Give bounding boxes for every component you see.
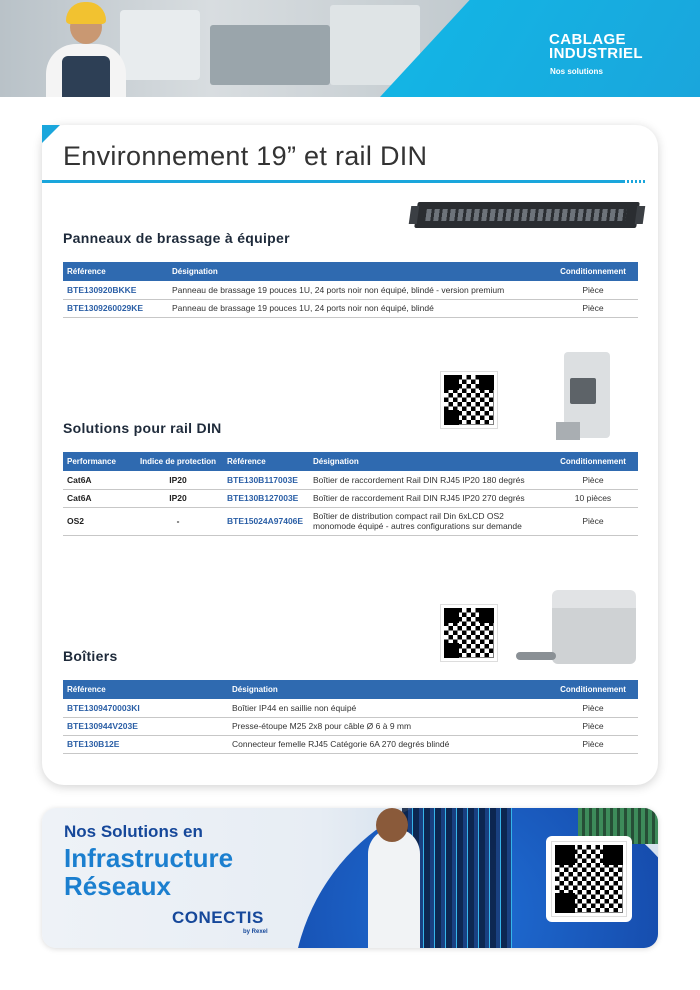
din-clip xyxy=(556,422,580,440)
packaging-cell: Pièce xyxy=(548,281,638,299)
technician-head xyxy=(376,808,408,842)
reference-cell: BTE130B117003E xyxy=(223,471,309,489)
header-accent-shape xyxy=(380,0,700,97)
protection-cell: IP20 xyxy=(133,471,223,489)
designation-cell: Presse-étoupe M25 2x8 pour câble Ø 6 à 9 mm xyxy=(228,717,548,735)
designation-cell: Connecteur femelle RJ45 Catégorie 6A 270 degrés blindé xyxy=(228,735,548,753)
din-module-image xyxy=(556,352,616,440)
table-row xyxy=(63,299,638,317)
banner-line3: Réseaux xyxy=(64,871,171,901)
column-header: Conditionnement xyxy=(548,262,638,281)
reference-cell: BTE130920BKKE xyxy=(63,281,168,299)
header-tagline: Nos solutions xyxy=(550,67,603,76)
table-header-row xyxy=(63,680,638,699)
machine-image xyxy=(120,10,200,80)
title-divider xyxy=(42,180,625,183)
performance-cell: Cat6A xyxy=(63,471,133,489)
packaging-cell: Pièce xyxy=(548,735,638,753)
designation-cell: Panneau de brassage 19 pouces 1U, 24 ports noir non équipé, blindé xyxy=(168,299,548,317)
banner-line2: Infrastructure xyxy=(64,843,234,873)
reference-cell: BTE130B127003E xyxy=(223,489,309,507)
boxes-table xyxy=(63,680,638,754)
machine-image xyxy=(210,25,330,85)
patch-panel-image xyxy=(414,202,640,228)
technician-image xyxy=(368,828,420,948)
column-header: Conditionnement xyxy=(548,452,638,471)
column-header: Référence xyxy=(63,262,168,281)
header-title-line1: CABLAGE xyxy=(549,31,626,48)
reference-cell: BTE1309260029KE xyxy=(63,299,168,317)
column-header: Désignation xyxy=(168,262,548,281)
enclosure-front xyxy=(552,608,636,664)
table-row xyxy=(63,735,638,753)
reference-cell: BTE130944V203E xyxy=(63,717,228,735)
designation-cell: Boîtier de raccordement Rail DIN RJ45 IP20 180 degrés xyxy=(309,471,548,489)
page-title: Environnement 19” et rail DIN xyxy=(63,141,428,171)
packaging-cell: Pièce xyxy=(548,699,638,717)
table-header-row xyxy=(63,262,638,281)
designation-cell: Boîtier de distribution compact rail Din 6xLCD OS2 monomode équipé - autres configurations sur demande xyxy=(309,507,548,535)
worker-overalls xyxy=(62,56,110,97)
table-row xyxy=(63,471,638,489)
designation-cell: Panneau de brassage 19 pouces 1U, 24 ports noir non équipé, blindé - version premium xyxy=(168,281,548,299)
reference-cell: BTE15024A97406E xyxy=(223,507,309,535)
column-header: Référence xyxy=(223,452,309,471)
designation-cell: Boîtier IP44 en saillie non équipé xyxy=(228,699,548,717)
column-header: Désignation xyxy=(228,680,548,699)
designation-cell: Boîtier de raccordement Rail DIN RJ45 IP20 270 degrés xyxy=(309,489,548,507)
conectis-logo-sub: by Rexel xyxy=(243,929,268,935)
qr-code-icon[interactable] xyxy=(441,605,497,661)
table-row xyxy=(63,507,638,535)
protection-cell: IP20 xyxy=(133,489,223,507)
qr-code-icon[interactable] xyxy=(441,372,497,428)
column-header: Référence xyxy=(63,680,228,699)
column-header: Performance xyxy=(63,452,133,471)
patch-panels-table xyxy=(63,262,638,318)
qr-code-icon[interactable] xyxy=(552,842,626,916)
title-divider-dots xyxy=(627,180,645,183)
packaging-cell: 10 pièces xyxy=(548,489,638,507)
section-title-din-rail: Solutions pour rail DIN xyxy=(63,420,222,436)
helmet-icon xyxy=(66,2,106,24)
section-title-boxes: Boîtiers xyxy=(63,648,118,664)
din-rail-table xyxy=(63,452,638,536)
column-header: Indice de protection xyxy=(133,452,223,471)
header-title-line2: INDUSTRIEL xyxy=(549,45,643,62)
enclosure-image xyxy=(552,590,636,664)
key-icon xyxy=(516,652,556,660)
table-row xyxy=(63,699,638,717)
packaging-cell: Pièce xyxy=(548,717,638,735)
panel-ear-left xyxy=(409,206,420,224)
reference-cell: BTE130B12E xyxy=(63,735,228,753)
reference-cell: BTE1309470003KI xyxy=(63,699,228,717)
qr-code-frame xyxy=(546,836,632,922)
table-row xyxy=(63,281,638,299)
column-header: Désignation xyxy=(309,452,548,471)
packaging-cell: Pièce xyxy=(548,507,638,535)
performance-cell: Cat6A xyxy=(63,489,133,507)
rj45-jack-icon xyxy=(570,378,596,404)
protection-cell: - xyxy=(133,507,223,535)
panel-ports xyxy=(425,209,627,221)
table-header-row xyxy=(63,452,638,471)
section-title-patch-panels: Panneaux de brassage à équiper xyxy=(63,230,290,246)
performance-cell: OS2 xyxy=(63,507,133,535)
header-banner xyxy=(0,0,700,97)
conectis-logo: CONECTIS xyxy=(172,908,264,927)
table-row xyxy=(63,717,638,735)
promo-banner[interactable] xyxy=(42,808,658,948)
packaging-cell: Pièce xyxy=(548,299,638,317)
packaging-cell: Pièce xyxy=(548,471,638,489)
table-row xyxy=(63,489,638,507)
banner-line1: Nos Solutions en xyxy=(64,822,203,841)
column-header: Conditionnement xyxy=(548,680,638,699)
